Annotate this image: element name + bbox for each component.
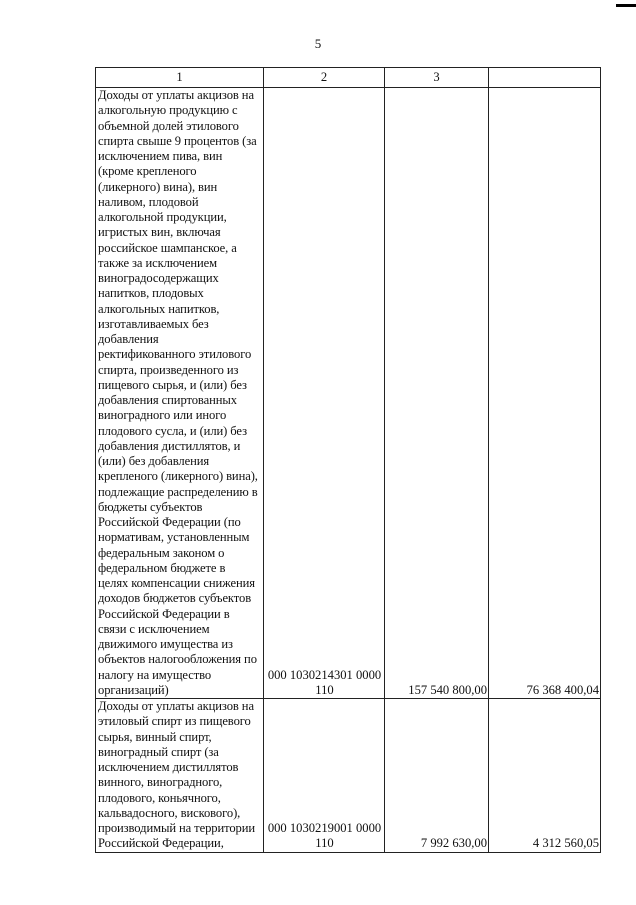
amount-cell: 157 540 800,00 — [385, 88, 489, 699]
revenue-name-cell: Доходы от уплаты акцизов на этиловый спирт из пищевого сырья, винный спирт, виноградный спирт (за исключением дистиллятов винного, виноградного, плодового, коньячного, кальвадосного, вискового), производимый на территории Российской Федерации, — [96, 699, 264, 853]
classification-code-cell: 000 1030219001 0000 110 — [264, 699, 385, 853]
header-col-2: 2 — [264, 68, 385, 88]
corner-mark — [616, 4, 636, 7]
amount-cell: 7 992 630,00 — [385, 699, 489, 853]
classification-code-cell: 000 1030214301 0000 110 — [264, 88, 385, 699]
revenue-name-cell: Доходы от уплаты акцизов на алкогольную продукцию с объемной долей этилового спирта свыше 9 процентов (за исключением пива, вин (кроме крепленого (ликерного) вина), вин наливом, плодовой алкогольной продукции, игристых вин, включая российское шампанское, а также за исключением виноградосодержащих напитков, плодовых алкогольных напитков, изготавливаемых без добавления ректификованного этилового спирта, произведенного из пищевого сырья, и (или) без добавления спиртованных виноградного или иного плодового сусла, и (или) без добавления дистиллятов, и (или) без добавления крепленого (ликерного) вина), подлежащие распределению в бюджеты субъектов Российской Федерации (по нормативам, установленным федеральным законом о федеральном бюджете в целях компенсации снижения доходов бюджетов субъектов Российской Федерации в связи с исключением движимого имущества из объектов налогообложения по налогу на имущество организаций) — [96, 88, 264, 699]
budget-table — [95, 67, 601, 853]
amount-cell: 4 312 560,05 — [489, 699, 601, 853]
header-col-3: 3 — [385, 68, 489, 88]
table-row — [96, 699, 601, 853]
table-header-row — [96, 68, 601, 88]
header-col-4 — [489, 68, 601, 88]
table-row — [96, 88, 601, 699]
header-col-1: 1 — [96, 68, 264, 88]
amount-cell: 76 368 400,04 — [489, 88, 601, 699]
page-number: 5 — [314, 36, 322, 51]
